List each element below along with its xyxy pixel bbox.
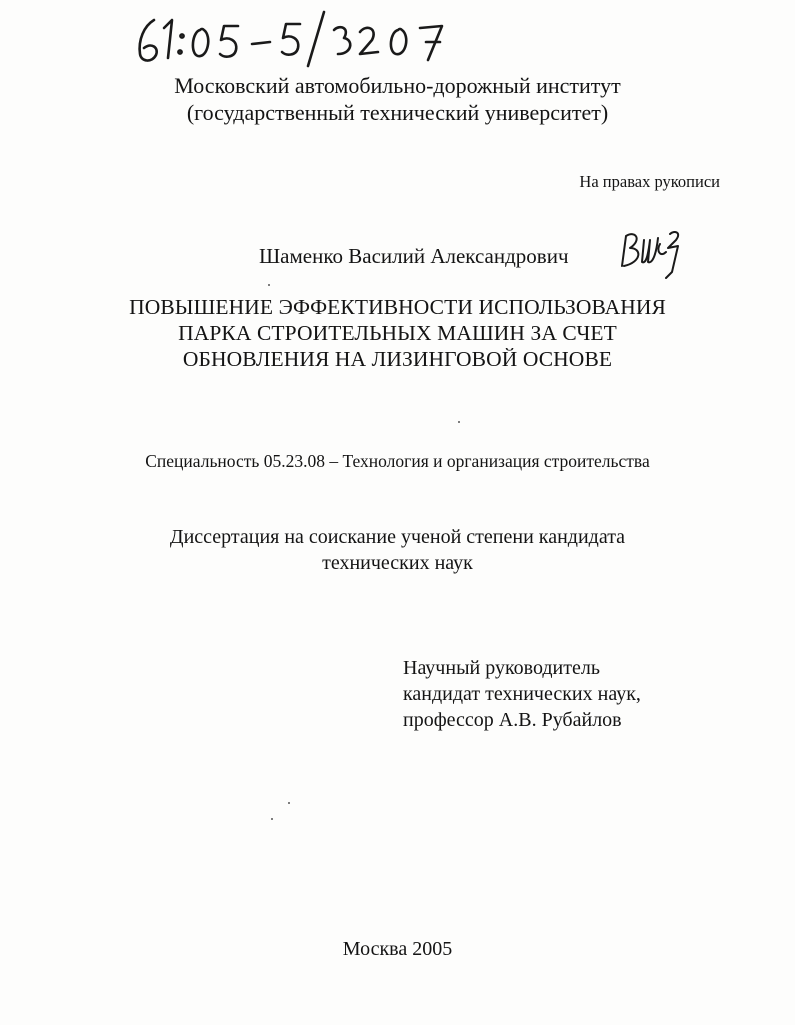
institute-line-1: Московский автомобильно-дорожный институт — [174, 73, 621, 98]
supervisor-line-2: кандидат технических наук, — [403, 683, 641, 705]
supervisor-line-3: профессор А.В. Рубайлов — [403, 709, 622, 731]
specialty: Специальность 05.23.08 – Технология и организация строительства — [145, 451, 650, 471]
author-signature — [612, 222, 692, 280]
supervisor-block — [403, 655, 641, 733]
scan-speck — [288, 802, 290, 804]
dissertation-line-1: Диссертация на соискание ученой степени кандидата — [169, 526, 626, 548]
title-line-2: ПАРКА СТРОИТЕЛЬНЫХ МАШИН ЗА СЧЕТ — [178, 321, 617, 345]
scan-speck — [268, 284, 270, 286]
scan-speck — [458, 421, 460, 423]
city-year: Москва 2005 — [342, 938, 453, 960]
manuscript-rights-note: На правах рукописи — [579, 172, 720, 191]
title-line-3: ОБНОВЛЕНИЯ НА ЛИЗИНГОВОЙ ОСНОВЕ — [182, 347, 613, 371]
scan-speck — [271, 818, 273, 820]
handwritten-archive-code — [128, 8, 458, 68]
supervisor-line-1: Научный руководитель — [403, 657, 600, 679]
author-name: Шаменко Василий Александрович — [259, 244, 569, 268]
title-line-1: ПОВЫШЕНИЕ ЭФФЕКТИВНОСТИ ИСПОЛЬЗОВАНИЯ — [129, 295, 666, 319]
dissertation-line-2: технических наук — [322, 552, 473, 574]
institute-line-2: (государственный технический университет) — [186, 100, 609, 125]
